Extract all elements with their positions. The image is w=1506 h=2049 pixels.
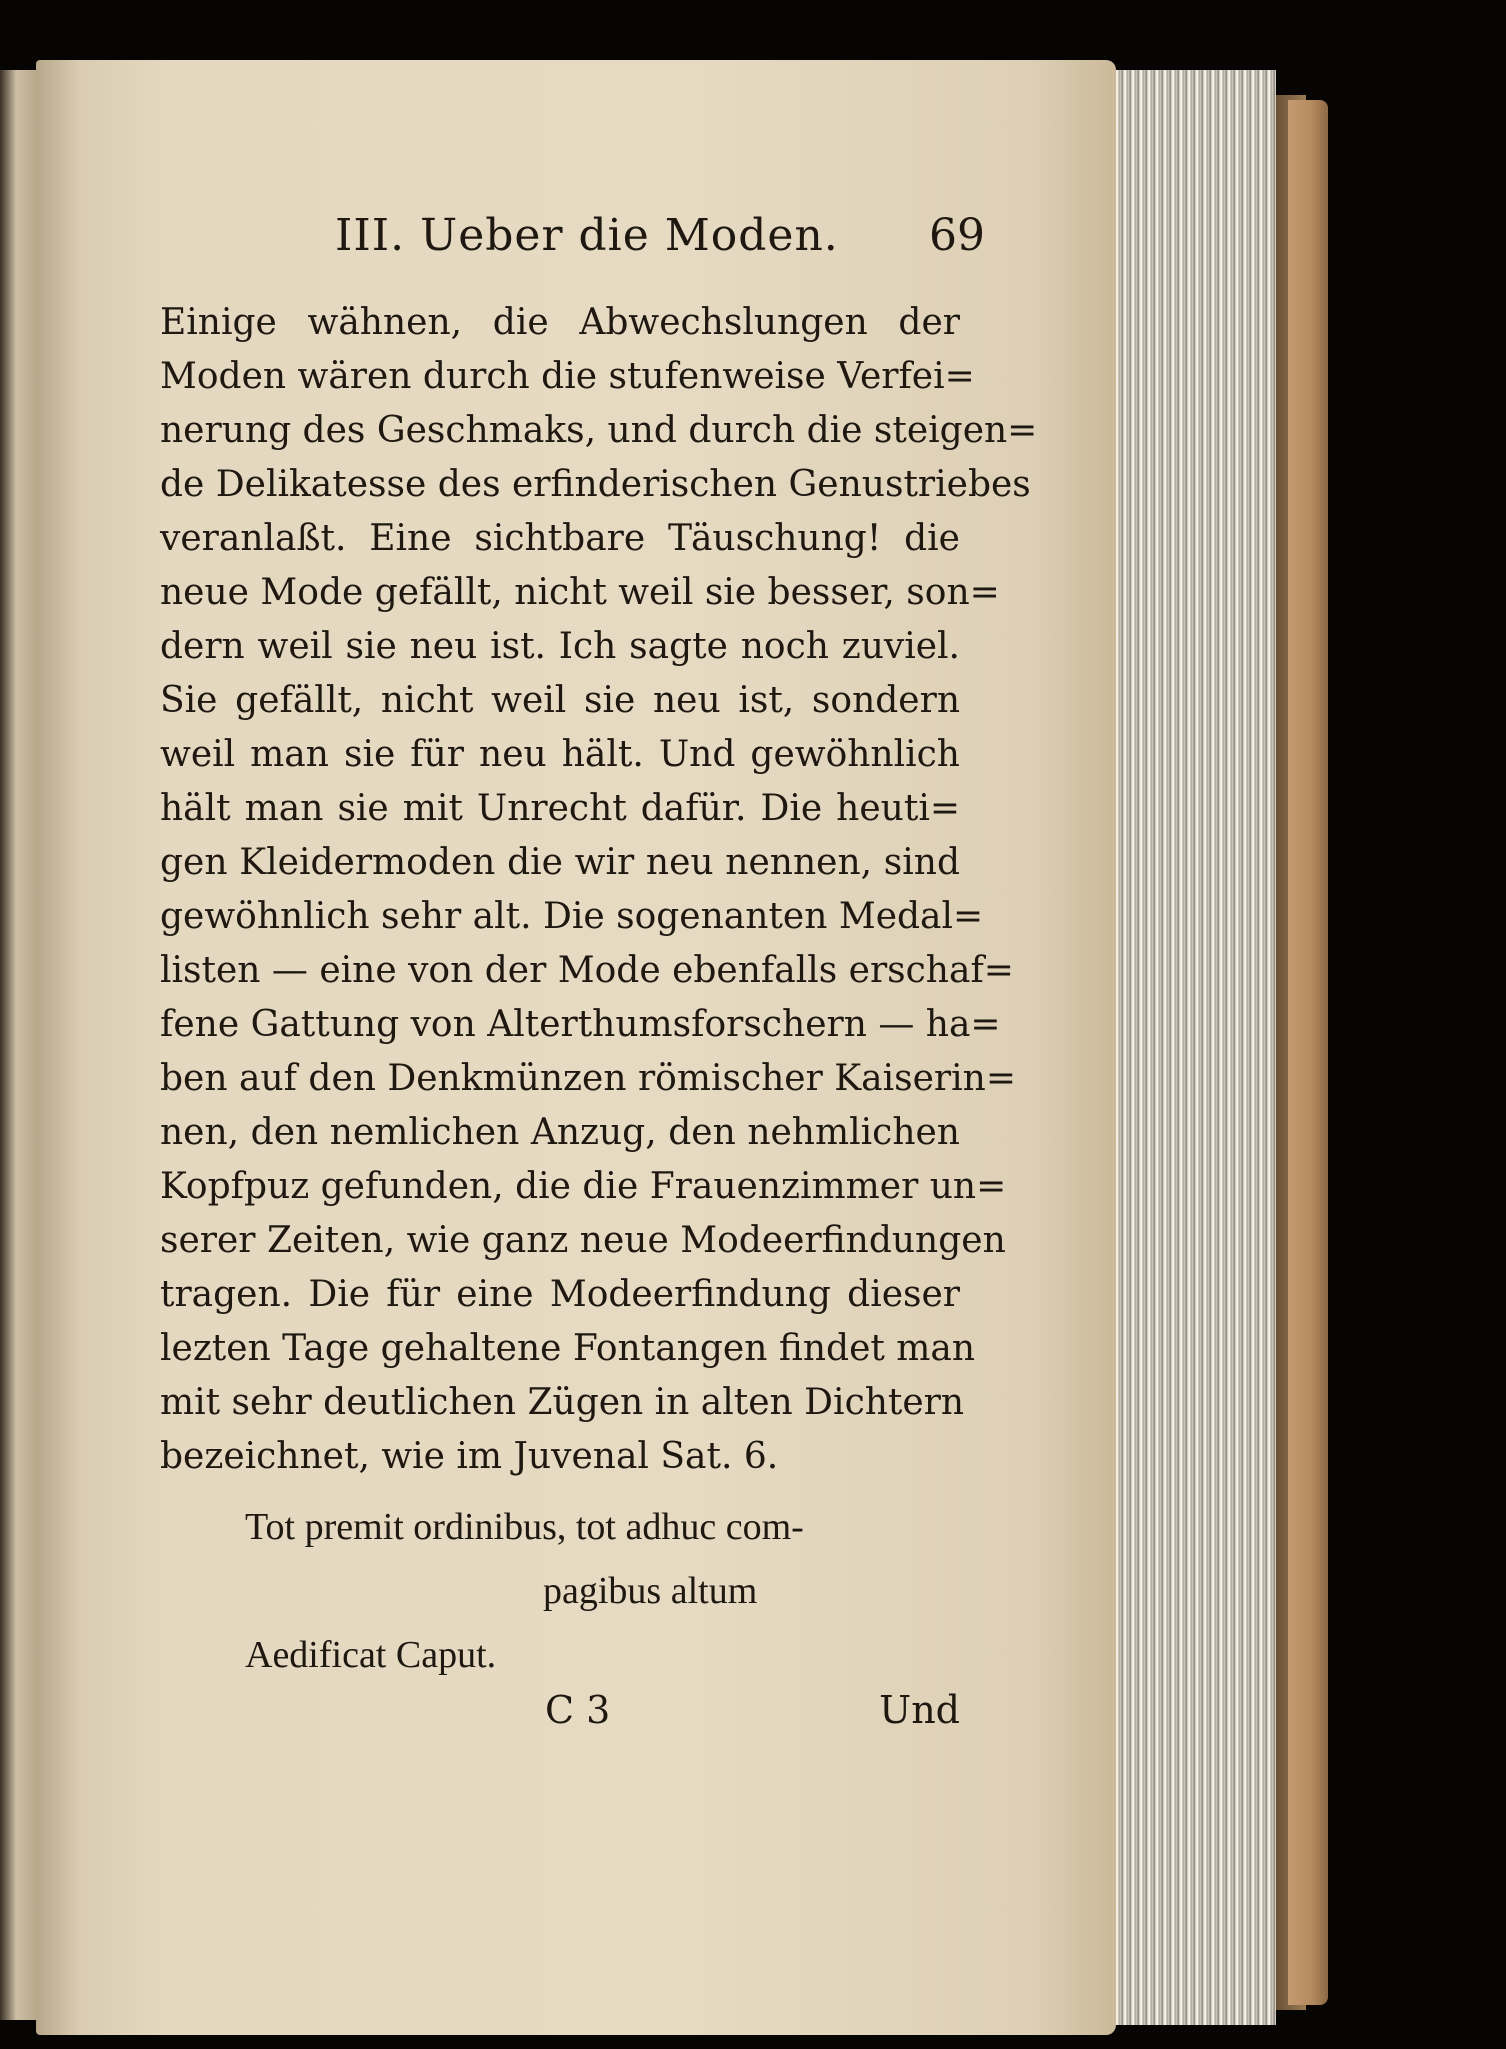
text-line: nerung des Geschmaks, und durch die steigen= (160, 410, 1038, 451)
text-line: hält man sie mit Unrecht dafür. Die heuti= (160, 788, 960, 829)
text-line: weil man sie für neu hält. Und gewöhnlich (160, 734, 960, 775)
text-line: veranlaßt. Eine sichtbare Täuschung! die (160, 518, 960, 559)
previous-page-edge (0, 70, 36, 2020)
text-line: listen — eine von der Mode ebenfalls erschaf= (160, 950, 1014, 991)
book-cover-edge (1288, 100, 1328, 2005)
text-line: Kopfpuz gefunden, die die Frauenzimmer un= (160, 1166, 1007, 1207)
text-line: bezeichnet, wie im Juvenal Sat. 6. (160, 1436, 779, 1477)
quote-line: Tot premit ordinibus, tot adhuc com- (245, 1506, 804, 1548)
text-line: mit sehr deutlichen Zügen in alten Dichtern (160, 1382, 965, 1423)
text-line: nen, den nemlichen Anzug, den nehmlichen (160, 1112, 960, 1153)
page-number: 69 (929, 210, 985, 261)
page-header (335, 210, 985, 274)
text-line: dern weil sie neu ist. Ich sagte noch zuviel. (160, 626, 960, 667)
quote-line: Aedificat Caput. (245, 1634, 497, 1676)
quote-line: pagibus altum (543, 1570, 758, 1612)
text-line: Moden wären durch die stufenweise Verfei= (160, 356, 975, 397)
text-line: fene Gattung von Alterthumsforschern — ha= (160, 1004, 1001, 1045)
text-line: Einige wähnen, die Abwechslungen der (160, 302, 960, 343)
body-text (160, 296, 1038, 1484)
text-line: Sie gefällt, nicht weil sie neu ist, sondern (160, 680, 960, 721)
text-line: serer Zeiten, wie ganz neue Modeerfindungen (160, 1220, 1006, 1261)
running-head: III. Ueber die Moden. (335, 210, 839, 261)
text-line: gewöhnlich sehr alt. Die sogenanten Medal= (160, 896, 984, 937)
signature-mark: C 3 (545, 1688, 611, 1732)
page-footer (160, 1688, 960, 1748)
catchword: Und (879, 1688, 960, 1732)
text-line: gen Kleidermoden die wir neu nennen, sind (160, 842, 960, 883)
text-line: ben auf den Denkmünzen römischer Kaiserin= (160, 1058, 1016, 1099)
text-line: lezten Tage gehaltene Fontangen findet man (160, 1328, 976, 1369)
text-line: tragen. Die für eine Modeerfindung dieser (160, 1274, 960, 1315)
page-block-edges (1116, 70, 1276, 2025)
text-line: neue Mode gefällt, nicht weil sie besser, son= (160, 572, 1000, 613)
text-line: de Delikatesse des erfinderischen Genustriebes (160, 464, 1031, 505)
